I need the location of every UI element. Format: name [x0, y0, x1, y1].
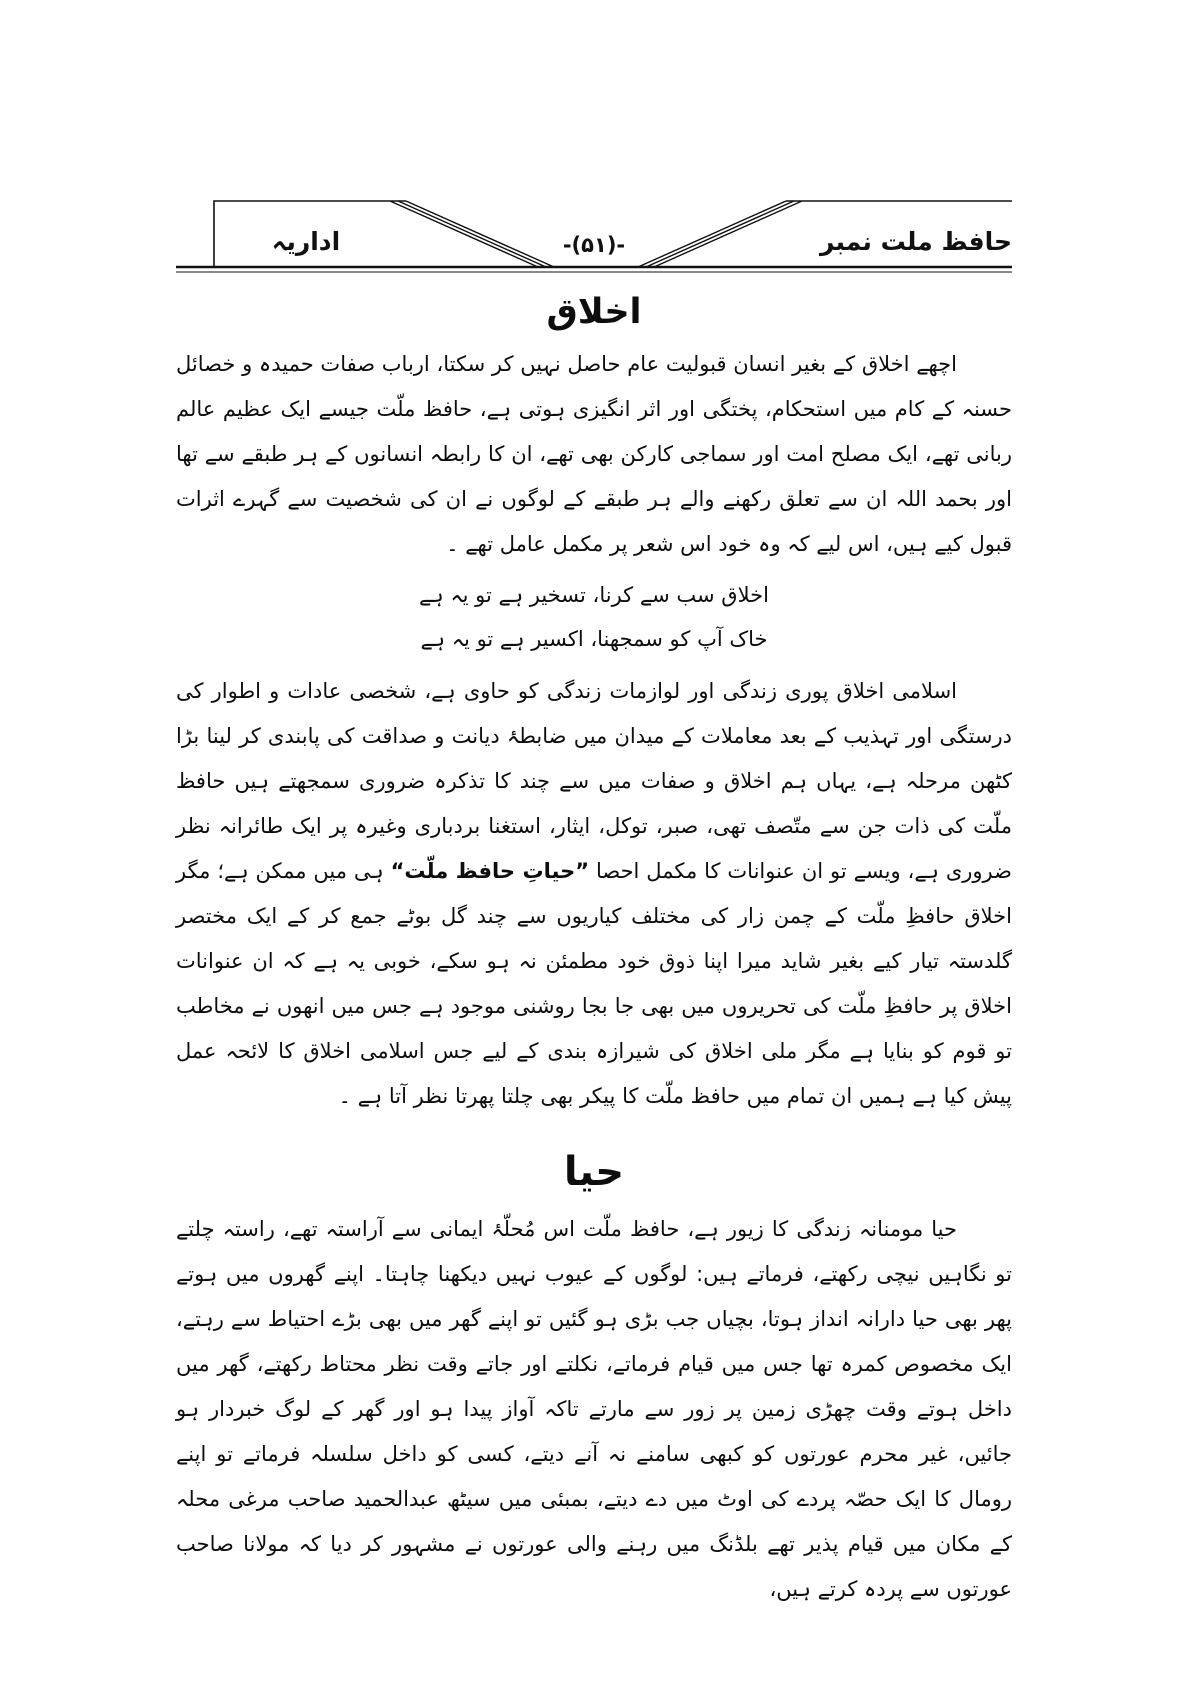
header-left-label: اداریہ [271, 227, 341, 256]
akhlaq-paragraph-2-text: اسلامی اخلاق پوری زندگی اور لوازمات زندگی کو حاوی ہے، شخصی عادات و اطوار کی درستگی اور تہذیب کے بعد معاملات کے میدان میں ضابطۂ دیانت و صداقت کی پابندی کر لینا بڑا کٹھن مرحلہ ہے، یہاں ہم اخلاق و صفات میں سے چند کا تذکرہ ضروری سمجھتے ہیں حافظ ملّت کی ذات جن سے متّصف تھی، صبر، توکل، ایثار، استغنا بردباری وغیرہ پر ایک طائرانہ نظر ضروری ہے، ویسے تو ان عنوانات کا مکمل احصا [176, 679, 1012, 883]
verse-line-2: خاک آپ کو سمجھنا، اکسیر ہے تو یہ ہے [420, 627, 768, 651]
haya-paragraph-1: حیا مومنانہ زندگی کا زیور ہے، حافظ ملّت اس مُحلّۂ ایمانی سے آراستہ تھے، راستہ چلتے تو نگاہیں نیچی رکھتے، فرماتے ہیں: لوگوں کے عیوب نہیں دیکھنا چاہتا۔ اپنے گھروں میں ہوتے پھر بھی حیا دارانہ انداز ہوتا، بچیاں جب بڑی ہو گئیں تو اپنے گھر میں بھی بڑے احتیاط سے رہتے، ایک مخصوص کمرہ تھا جس میں قیام فرماتے، نکلتے اور جاتے وقت نظر محتاط رکھتے، گھر میں داخل ہوتے وقت چھڑی زمین پر زور سے مارتے تاکہ آواز پیدا ہو اور گھر کے لوگ خبردار ہو جائیں، غیر محرم عورتوں کو کبھی سامنے نہ آنے دیتے، کسی کو داخل سلسلہ فرماتے تو اپنے رومال کا ایک حصّہ پردے کی اوٹ میں دے دیتے، بمبئی میں سیٹھ عبدالحمید صاحب مرغی محلہ کے مکان میں قیام پذیر تھے بلڈنگ میں رہنے والی عورتوں نے مشہور کر دیا کہ مولانا صاحب عورتوں سے پردہ کرتے ہیں، [176, 1217, 1012, 1601]
akhlaq-paragraph-2-text-cont: ہی میں ممکن ہے؛ مگر اخلاق حافظِ ملّت کے چمن زار کی مختلف کیاریوں سے چند گل بوٹے جمع کر کے ایک مختصر گلدستہ تیار کیے بغیر شاید میرا اپنا ذوق خود مطمئن نہ ہو سکے، خوبی یہ ہے کہ ان عنوانات اخلاق پر حافظِ ملّت کی تحریروں میں بھی جا بجا روشنی موجود ہے جس میں انھوں نے مخاطب تو قوم کو بنایا ہے مگر ملی اخلاق کی شیرازہ بندی کے لیے جس اسلامی اخلاق کا لائحہ عمل پیش کیا ہے ہمیں ان تمام میں حافظ ملّت کا پیکر بھی چلتا پھرتا نظر آتا ہے ۔ [176, 859, 1012, 1108]
header-band [176, 188, 1012, 278]
book-title-emphasis: ”حیاتِ حافظ ملّت“ [390, 859, 590, 883]
verse-couplet [176, 573, 1012, 661]
header-right-label: حافظ ملت نمبر [819, 227, 1012, 256]
verse-line-1: اخلاق سب سے کرنا، تسخیر ہے تو یہ ہے [419, 583, 769, 607]
section-heading-akhlaq: اخلاق [546, 292, 642, 332]
page-content [176, 188, 1012, 1612]
page-number: -(۵۱)- [562, 233, 626, 257]
akhlaq-paragraph-1: اچھے اخلاق کے بغیر انسان قبولیت عام حاصل نہیں کر سکتا، ارباب صفات حمیدہ و خصائل حسنہ کے کام میں استحکام، پختگی اور اثر انگیزی ہوتی ہے، حافظ ملّت جیسے ایک عظیم عالم ربانی تھے، ایک مصلح امت اور سماجی کارکن بھی تھے، ان کا رابطہ انسانوں کے ہر طبقے سے تھا اور بحمد اللہ ان سے تعلق رکھنے والے ہر طبقے کے لوگوں نے ان کی شخصیت سے گہرے اثرات قبول کیے ہیں، اس لیے کہ وہ خود اس شعر پر مکمل عامل تھے ۔ [176, 352, 1012, 556]
section-heading-haya: حیا [563, 1149, 625, 1195]
akhlaq-paragraph-2 [176, 669, 1012, 1119]
header-left-flag [214, 201, 554, 267]
